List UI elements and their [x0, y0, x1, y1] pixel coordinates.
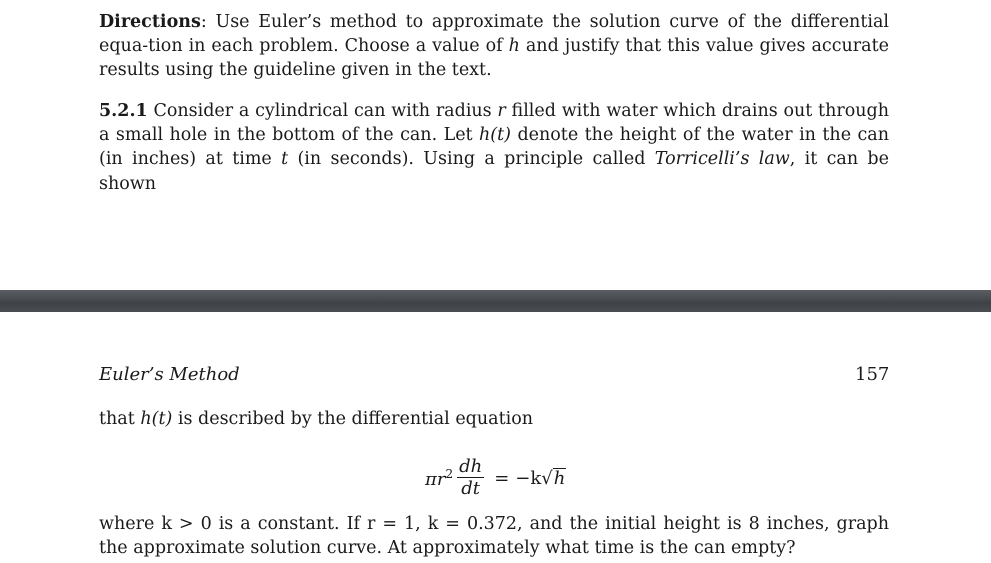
equation-exponent: 2: [445, 466, 454, 481]
problem-text-4: (in seconds). Using a principle called: [288, 149, 655, 170]
problem-text-1: Consider a cylindrical can with radius: [147, 101, 498, 121]
continuation-var-ht: h(t): [140, 409, 173, 429]
continuation-text-1: that: [99, 409, 141, 429]
equation-denominator: dt: [461, 477, 481, 499]
continuation-paragraph: [99, 407, 889, 431]
page-number: 157: [855, 364, 890, 385]
equation-fraction: [457, 457, 484, 500]
directions-var-h: h: [508, 36, 520, 57]
equation-numerator: dh: [459, 455, 483, 477]
problem-text-3: denote the height of the water in the can (in inches) at time: [99, 125, 889, 170]
problem-var-r: r: [497, 101, 506, 121]
problem-number: 5.2.1: [99, 101, 148, 121]
directions-label: Directions: [99, 12, 201, 32]
equation-equals: =: [494, 467, 510, 489]
continuation-text-2: is described by the differential equation: [172, 409, 534, 429]
problem-var-t: t: [281, 149, 289, 170]
problem-text-2: filled with water which drains out through a small hole in the bottom of the can. Let: [99, 101, 889, 146]
equation-radicand: h: [553, 467, 566, 489]
problem-paragraph: [99, 99, 889, 196]
directions-text: : Use Euler’s method to approximate the solution curve of the differential equa-tion in each problem. Choose a value of: [99, 12, 889, 57]
directions-paragraph: [99, 10, 889, 83]
directions-text-2: and justify that this value gives accurate results using the guideline given in the text.: [99, 36, 889, 81]
conditions-paragraph: where k > 0 is a constant. If r = 1, k = 0.372, and the initial height is 8 inches, graph the approximate solution curve. At approximately what time is the can empty?: [99, 514, 889, 559]
problem-text-5: , it can be shown: [99, 149, 889, 194]
problem-var-ht: h(t): [479, 125, 511, 146]
equation-rhs: [515, 468, 566, 489]
differential-equation: [425, 452, 566, 504]
page-divider: [0, 290, 991, 312]
equation-lhs-coeff: $\pi r^2$: [425, 466, 454, 490]
equation-rhs-prefix: −k√: [515, 467, 553, 489]
running-head: Euler’s Method: [99, 364, 240, 385]
torricelli-law: Torricelli’s law: [654, 149, 790, 170]
